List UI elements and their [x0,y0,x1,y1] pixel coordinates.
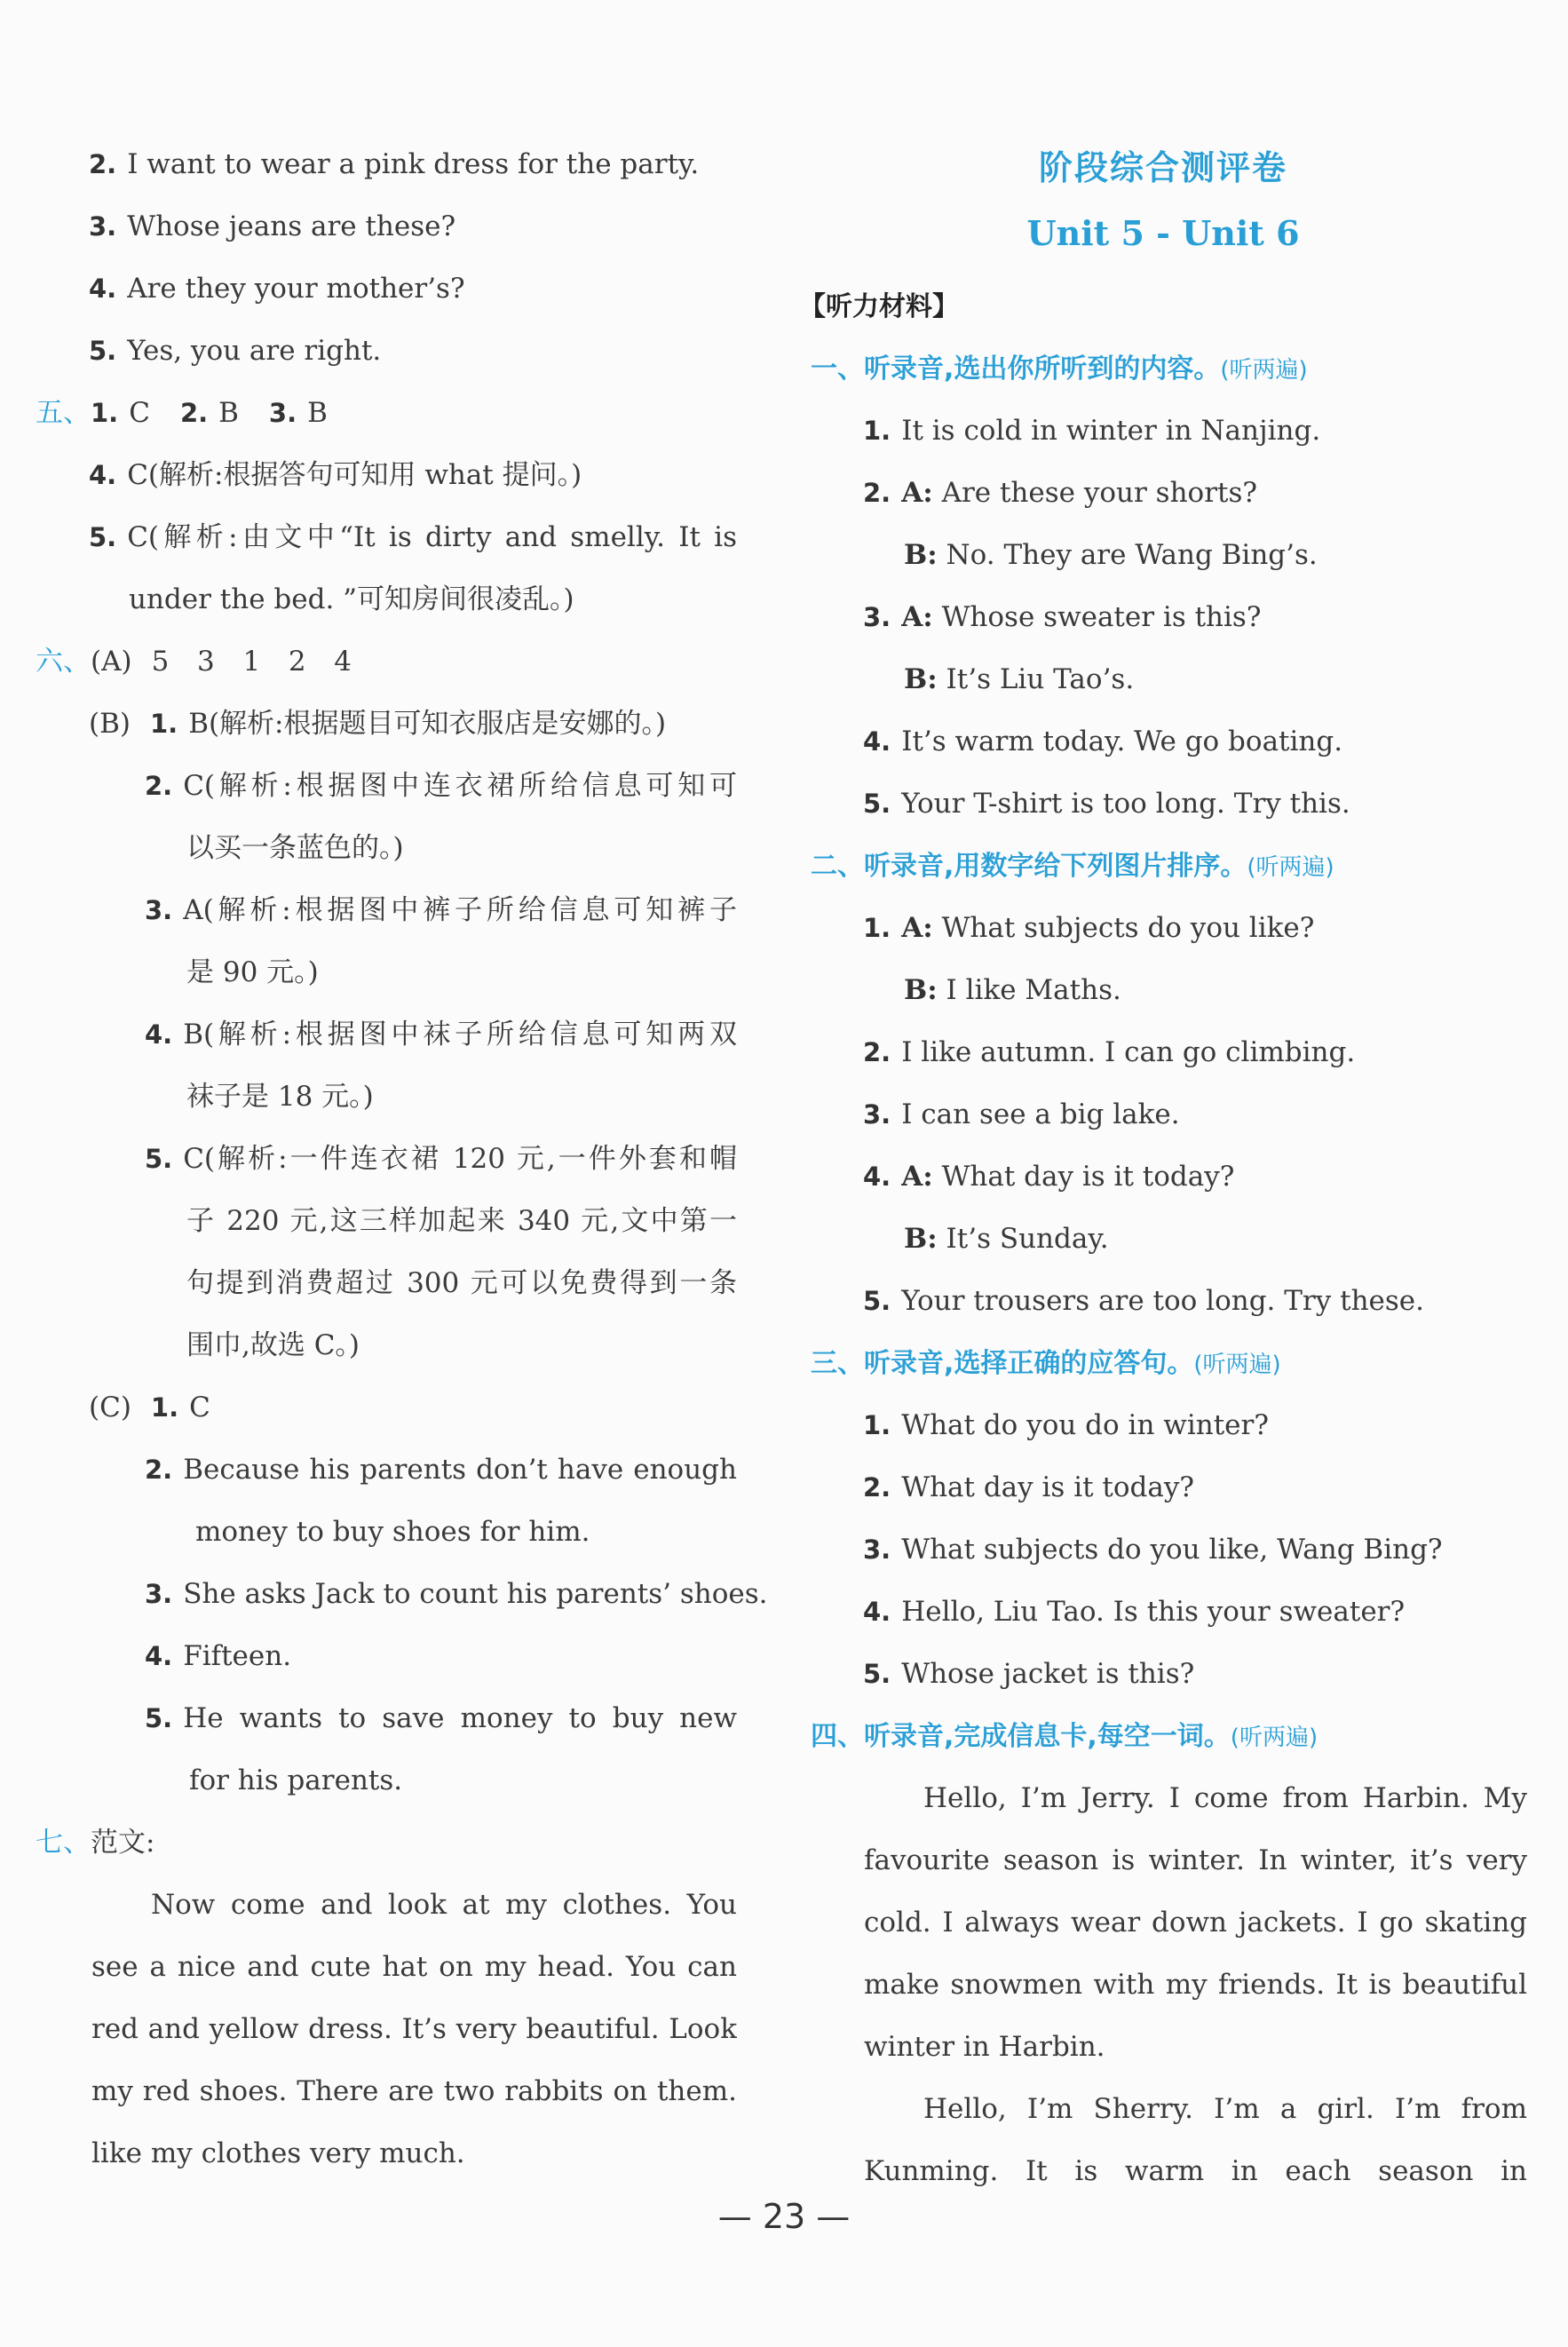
passage-line: Hello, I’m Sherry. I’m a girl. I’m from [923,2093,1527,2125]
script-line: B: It’s Sunday. [904,1223,1109,1255]
answer-line: money to buy shoes for him. [195,1516,590,1548]
answer-line: 5. Yes, you are right. [89,335,382,367]
answer-line: 4. Fifteen. [145,1640,292,1672]
passage-line: favourite season is winter. In winter, it’s very [864,1844,1527,1876]
essay-line: red and yellow dress. It’s very beautiful. Look [91,2013,737,2045]
script-line: B: It’s Liu Tao’s. [904,663,1135,695]
answer-line: 围巾,故选 C。) [186,1329,360,1361]
essay-line: my red shoes. There are two rabbits on them. [91,2075,737,2107]
script-line: 5. Whose jacket is this? [863,1658,1195,1690]
passage-line: cold. I always wear down jackets. I go skating [864,1907,1527,1939]
script-line: 1. What do you do in winter? [863,1409,1269,1441]
section-heading: 三、听录音,选择正确的应答句。(听两遍) [811,1348,1281,1379]
answer-line: 5. He wants to save money to buy new [145,1702,737,1734]
section-heading: 一、听录音,选出你所听到的内容。(听两遍) [811,353,1308,385]
script-line: 5. Your trousers are too long. Try these. [863,1285,1424,1317]
unit-subtitle: Unit 5 - Unit 6 [1026,213,1300,253]
script-line: 5. Your T-shirt is too long. Try this. [863,788,1350,820]
essay-line: Now come and look at my clothes. You [151,1889,737,1921]
answer-line: 5. C(解析:一件连衣裙 120 元,一件外套和帽 [145,1143,737,1175]
script-line: 2. What day is it today? [863,1471,1195,1503]
listening-tag: 【听力材料】 [799,291,959,322]
answer-line: under the bed. ”可知房间很凌乱。) [129,583,574,615]
section-label: 五、 [36,397,91,429]
script-line: 3. What subjects do you like, Wang Bing? [863,1534,1443,1566]
passage-line: Kunming. It is warm in each season in [864,2155,1527,2187]
script-line: 4. A: What day is it today? [863,1161,1235,1193]
script-line: B: I like Maths. [904,974,1121,1006]
answer-line: 4. C(解析:根据答句可知用 what 提问。) [89,459,582,491]
script-line: 2. A: Are these your shorts? [863,477,1258,509]
section-label: 七、 [36,1827,91,1859]
answer-line: 3. A(解析:根据图中裤子所给信息可知裤子 [145,894,737,926]
answer-line: (C) 1. C [89,1392,210,1423]
answer-line: 袜子是 18 元。) [186,1081,374,1113]
answer-line: 句提到消费超过 300 元可以免费得到一条 [186,1267,737,1299]
answer-line: 3. She asks Jack to count his parents’ shoes. [145,1578,768,1610]
answer-line: for his parents. [189,1764,403,1796]
page-title: 阶段综合测评卷 [1038,148,1287,187]
answer-line: 是 90 元。) [186,956,319,988]
passage-line: make snowmen with my friends. It is beautiful [864,1969,1527,2001]
passage-line: winter in Harbin. [864,2031,1105,2063]
section-5-row: 五、1. C 2. B 3. B [36,397,328,429]
essay-line: see a nice and cute hat on my head. You can [91,1951,737,1983]
section-heading: 四、听录音,完成信息卡,每空一词。(听两遍) [811,1721,1319,1752]
script-line: 1. A: What subjects do you like? [863,912,1315,944]
section-7-row: 七、范文: [36,1827,155,1859]
script-line: 4. It’s warm today. We go boating. [863,726,1343,757]
script-line: 2. I like autumn. I can go climbing. [863,1036,1356,1068]
page-number: — 23 — [717,2197,851,2236]
passage-line: Hello, I’m Jerry. I come from Harbin. My [923,1782,1527,1814]
script-line: B: No. They are Wang Bing’s. [904,539,1318,571]
answer-line: (B) 1. B(解析:根据题目可知衣服店是安娜的。) [89,708,667,740]
essay-line: like my clothes very much. [91,2137,465,2169]
section-6-row: 六、(A) 5 3 1 2 4 [36,646,356,678]
answer-line: 2. I want to wear a pink dress for the party. [89,148,700,180]
answer-line: 子 220 元,这三样加起来 340 元,文中第一 [186,1205,737,1237]
script-line: 4. Hello, Liu Tao. Is this your sweater? [863,1596,1406,1628]
answer-line: 2. C(解析:根据图中连衣裙所给信息可知可 [145,770,737,802]
answer-line: 2. Because his parents don’t have enough [145,1454,737,1486]
answer-line: 4. B(解析:根据图中袜子所给信息可知两双 [145,1019,737,1051]
answer-line: 以买一条蓝色的。) [186,832,404,864]
section-heading: 二、听录音,用数字给下列图片排序。(听两遍) [811,851,1334,882]
answer-line: 4. Are they your mother’s? [89,273,465,305]
answer-line: 3. Whose jeans are these? [89,210,456,242]
script-line: 3. I can see a big lake. [863,1098,1180,1130]
section-label: 六、 [36,646,91,678]
answer-line: 5. C(解析:由文中“It is dirty and smelly. It is [89,521,737,553]
script-line: 3. A: Whose sweater is this? [863,601,1262,633]
script-line: 1. It is cold in winter in Nanjing. [863,415,1321,447]
